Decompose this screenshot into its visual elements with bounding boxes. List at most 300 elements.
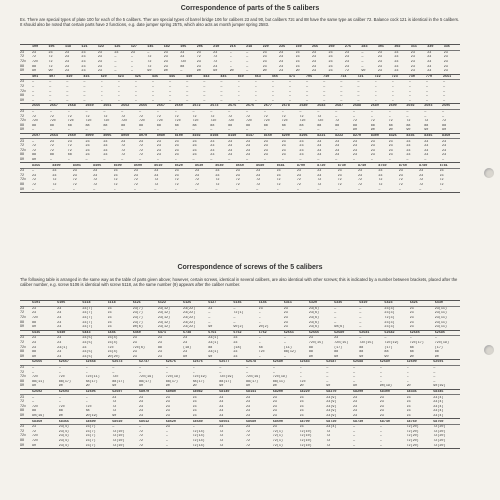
caliber-cell: 72 [219,443,224,448]
part-number: 445 [220,74,227,79]
part-number: 8160 [263,133,272,138]
caliber-cell: 72(1) [272,434,283,439]
caliber-cell: 23 [388,153,393,158]
caliber-cell: 23 [196,50,201,55]
part-number: 52578 [246,360,257,365]
caliber-cell: — [186,80,189,85]
part-number: 5101 [32,301,41,306]
caliber-cell: 23 [398,169,403,174]
caliber-cell: — [151,85,154,90]
caliber-cell: 23 [228,148,233,153]
caliber-cell: 72 [139,443,144,448]
caliber-cell: 72c [228,119,235,124]
caliber-cell: — [370,110,373,115]
part-number: 52597 [112,389,123,394]
caliber-cell: 72c [299,379,306,384]
caliber-cell: — [379,434,382,439]
caliber-cell: 72c [49,119,56,124]
caliber-cell: — [203,94,206,99]
caliber-cell: — [271,89,274,94]
caliber-cell: — [379,375,382,380]
caliber-cell: 88 [281,123,286,128]
caliber-cell: 23 [245,144,251,149]
caliber-cell: 23 [262,50,267,55]
caliber-cell: — [299,366,302,371]
caliber-label: 72c [20,316,27,321]
caliber-cell: 88(17) [58,379,71,384]
caliber-cell: — [93,187,96,192]
caliber-cell: 72 [32,55,37,60]
part-number: 52566 [32,360,43,365]
caliber-cell: 23 [156,139,161,144]
part-number: 5430 [434,301,443,306]
caliber-cell: 88 [67,123,72,128]
caliber-cell: 23 [299,413,304,418]
caliber-cell: 72 [93,182,98,187]
caliber-cell: 23(1) [208,336,219,341]
caliber-cell: 72 [276,182,281,187]
caliber-cell: (18) [183,345,192,350]
caliber-cell: 23(4) [58,443,69,448]
caliber-cell: 23 [299,153,304,158]
screws-block [20,331,460,361]
caliber-cell: 23(4) [107,341,118,346]
caliber-cell: 23 [406,409,411,414]
parts-row [20,89,460,94]
part-number: 58080 [165,389,176,394]
caliber-cell: 23 [442,144,447,149]
caliber-cell: 72c [192,119,199,124]
part-number: 8300 [370,133,379,138]
caliber-cell: — [237,94,240,99]
caliber-cell: — [374,94,377,99]
part-number: 5752 [258,330,267,335]
caliber-cell: 23 [328,60,333,65]
caliber-label: 72c [20,345,27,350]
caliber-cell: 23 [219,400,224,405]
caliber-label: 72 [20,173,25,178]
caliber-cell: — [288,94,291,99]
caliber-cell: 88 [49,123,54,128]
caliber-cell: — [334,320,337,325]
caliber-cell: 23 [64,60,70,65]
caliber-cell: 23(22) [183,311,196,316]
caliber-cell: — [425,85,428,90]
caliber-cell: — [139,366,142,371]
caliber-cell: 23(5) [82,336,93,341]
part-number: 58070 [139,389,150,394]
part-number: 58290 [353,389,364,394]
caliber-cell: 72 [112,409,117,414]
part-number: 2562 [121,104,130,109]
caliber-cell: 90 [219,384,224,389]
caliber-cell: 88 [156,123,161,128]
caliber-cell: — [112,366,115,371]
caliber-cell: 23 [427,55,432,60]
caliber-cell: 23 [427,50,432,55]
caliber-cell: 72(20) [433,434,446,439]
part-number: 5752 [233,330,242,335]
screws-block [20,301,460,331]
caliber-cell: 23 [263,148,268,153]
caliber-cell: 90 [361,69,366,74]
caliber-cell: — [151,98,154,103]
caliber-cell: 72 [281,114,286,119]
caliber-cell: 23(6) [308,325,320,330]
caliber-cell: 72 [121,144,126,149]
caliber-cell: 72 [219,429,224,434]
caliber-cell: — [406,157,409,162]
caliber-cell: — [100,80,103,85]
caliber-cell: 23 [279,50,284,55]
caliber-cell: 23 [410,55,415,60]
caliber-cell: 72 [213,55,218,60]
caliber-cell: — [103,110,106,115]
caliber-cell: 23 [296,173,301,178]
caliber-cell: 90 [165,384,170,389]
caliber-cell: 72 [352,119,357,124]
caliber-cell: 90 [213,69,218,74]
part-number: 8600 [133,163,143,168]
parts-row [20,55,460,60]
caliber-cell: 23 [183,341,188,346]
caliber-cell: — [326,366,329,371]
part-number: 8681 [276,163,285,168]
caliber-cell: 72 [228,114,233,119]
caliber-cell: 23(6) [308,311,320,316]
caliber-cell: 23 [406,400,411,405]
part-number: 58200 [272,389,283,394]
caliber-cell: — [165,443,168,448]
caliber-label: 23 [20,395,25,400]
caliber-cell: 23(11) [434,306,447,311]
caliber-cell: 72c(6) [132,345,145,350]
caliber-cell: — [388,114,391,119]
caliber-cell: 23 [281,139,286,144]
part-number: 58500 [85,419,96,424]
caliber-cell: 72 [85,114,90,119]
caliber-cell: 23(11) [434,311,447,316]
caliber-cell: — [151,89,154,94]
caliber-cell: 23 [93,173,98,178]
part-number: 2573 [210,104,219,109]
caliber-cell: 23 [246,395,251,400]
caliber-cell: 23 [154,173,159,178]
parts-row [20,169,460,174]
parts-row [20,114,460,119]
caliber-cell: 72 [154,178,159,183]
caliber-cell: — [229,60,232,65]
caliber-cell: — [220,85,223,90]
caliber-cell: 72 [156,114,161,119]
caliber-cell: — [340,80,343,85]
caliber-cell: 23 [406,413,411,418]
caliber-cell: 23 [192,404,197,409]
caliber-cell: — [442,110,445,115]
caliber-cell: 23 [130,50,135,55]
caliber-cell: — [358,187,361,192]
caliber-cell: — [192,370,195,375]
caliber-cell: 88 [424,123,429,128]
caliber-cell: 72c(11) [85,375,100,380]
caliber-cell: — [169,85,172,90]
caliber-label: 90 [20,128,25,133]
caliber-cell: 88(17) [219,379,232,384]
caliber-cell: 23 [344,50,349,55]
caliber-cell: — [165,370,168,375]
caliber-cell: 72 [326,443,331,448]
part-number: 2583 [317,104,326,109]
caliber-cell: — [406,370,409,375]
screws-row [20,350,460,355]
part-number: 2580 [299,104,308,109]
caliber-cell: 23 [317,148,322,153]
part-number: 2597 [32,133,41,138]
part-number: 8080 [156,133,165,138]
caliber-cell: — [408,98,411,103]
caliber-cell: — [406,379,409,384]
caliber-cell: 23(4) [107,350,118,355]
caliber-cell: 23 [133,173,138,178]
caliber-cell: 72 [398,178,403,183]
caliber-label: 72 [20,85,25,90]
caliber-cell: — [296,187,299,192]
caliber-cell: — [258,316,261,321]
caliber-cell: 23 [97,55,102,60]
caliber-cell: 72 [215,178,220,183]
caliber-cell: 23 [32,173,37,178]
caliber-cell: 23 [192,413,197,418]
caliber-cell: — [409,336,412,341]
caliber-cell: 72(10) [112,438,125,443]
caliber-cell: 88(17) [85,379,98,384]
caliber-cell: 23 [337,169,342,174]
part-number: 453 [254,74,261,79]
caliber-cell: — [49,94,52,99]
caliber-cell: 72 [213,60,218,65]
caliber-cell: 23 [81,60,86,65]
caliber-cell: 72c [32,60,39,65]
caliber-cell: — [49,89,52,94]
parts-row [20,69,460,74]
caliber-cell: 72(14) [192,443,205,448]
caliber-cell: — [283,341,286,346]
part-number: 5118 [107,301,116,306]
part-number: 8750 [378,163,387,168]
part-number: 5471 [157,330,166,335]
caliber-cell: 72 [398,182,403,187]
caliber-cell: — [434,336,437,341]
screws-row [20,370,460,375]
caliber-cell: 88 [210,123,215,128]
part-number: 52568 [85,360,96,365]
caliber-cell: — [233,316,236,321]
caliber-cell: 23 [228,153,233,158]
caliber-cell: 72 [424,119,429,124]
caliber-cell: 90 [272,384,277,389]
caliber-cell: 23(3) [384,320,395,325]
caliber-cell: — [374,85,377,90]
caliber-cell: 23 [311,50,317,55]
part-number: 52551 [283,330,294,335]
caliber-cell: — [186,98,189,103]
caliber-cell: — [258,320,261,325]
caliber-cell: — [85,128,88,133]
caliber-cell: 72 [32,144,37,149]
caliber-cell: — [335,157,338,162]
caliber-cell: 90 [388,128,393,133]
caliber-cell: 90 [48,69,53,74]
part-number: 8780 [419,163,428,168]
part-number: 410 [66,74,73,79]
caliber-cell: 23 [165,400,170,405]
caliber-cell: 23 [85,153,90,158]
part-number: 466 [271,74,278,79]
screws-row [20,443,460,448]
caliber-cell: 72c [263,119,270,124]
caliber-cell: 72c(19) [272,375,287,380]
caliber-cell: 23(12) [157,316,171,321]
caliber-cell: 23 [424,139,429,144]
part-number: 2588 [352,104,362,109]
screws-row [20,409,460,414]
caliber-cell: — [299,375,302,380]
caliber-cell: 72 [32,182,37,187]
caliber-cell: 72 [335,119,340,124]
caliber-label: 72 [20,429,25,434]
caliber-cell: 90 [353,384,358,389]
caliber-cell: (18) [233,345,242,350]
caliber-cell: 23 [308,336,313,341]
part-number: 8620 [174,163,183,168]
parts-row [20,60,460,65]
caliber-cell: 90 [112,384,117,389]
caliber-cell: 23(6) [308,306,320,311]
caliber-cell: — [306,80,309,85]
caliber-cell: — [32,85,35,90]
caliber-cell: 72 [48,64,53,69]
caliber-cell: 23(22) [183,316,196,321]
part-number: 58720 [326,419,337,424]
caliber-cell: — [130,60,133,65]
caliber-cell: 90 [58,413,63,418]
caliber-cell: 23 [57,311,62,316]
caliber-cell: 88(11) [272,379,285,384]
caliber-cell: 23(7) [82,311,93,316]
caliber-cell: — [326,379,329,384]
caliber-cell: 23 [388,148,393,153]
caliber-cell: — [114,60,117,65]
caliber-cell: — [220,94,223,99]
caliber-cell: 23 [409,320,414,325]
caliber-cell: 23 [113,173,118,178]
caliber-cell: 23 [299,425,304,430]
caliber-cell: — [228,128,231,133]
caliber-cell: — [391,98,394,103]
caliber-cell: — [406,375,409,380]
caliber-cell: — [85,366,88,371]
caliber-cell: 72 [52,178,57,183]
caliber-cell: 23(4) [107,336,118,341]
caliber-cell: 90(2) [233,325,244,330]
caliber-cell: — [67,128,70,133]
caliber-cell: 23 [246,404,251,409]
caliber-cell: 23 [358,169,363,174]
caliber-cell: — [100,85,103,90]
caliber-cell: — [258,336,261,341]
caliber-cell: 72 [195,182,200,187]
caliber-cell: — [353,425,356,430]
caliber-cell: 90 [352,128,357,133]
part-number: 8740 [358,163,367,168]
part-number: 8700 [296,163,306,168]
caliber-cell: 72c(19) [139,375,154,380]
caliber-cell: — [174,157,177,162]
part-number: 58082 [192,389,203,394]
caliber-cell: 23 [233,336,238,341]
caliber-cell: 72c(17) [409,341,424,346]
caliber-cell: 72c(19) [192,375,207,380]
caliber-cell: 23 [394,64,399,69]
caliber-cell: 23 [57,341,62,346]
caliber-cell: 23 [335,139,340,144]
caliber-cell: 90 [58,384,63,389]
caliber-cell: 72 [439,178,444,183]
caliber-cell: — [317,157,320,162]
caliber-cell: 23 [279,64,284,69]
part-number: 714 [340,74,347,79]
caliber-cell: 88 [58,409,63,414]
caliber-cell: 23 [246,425,251,430]
part-number: 311 [410,45,417,50]
caliber-cell: 72 [49,148,54,153]
part-number: 5125 [183,301,192,306]
caliber-cell: 23 [174,148,179,153]
caliber-cell: — [326,370,329,375]
caliber-cell: 23 [378,173,383,178]
caliber-cell: 23 [262,60,267,65]
caliber-cell: 88 [32,320,37,325]
caliber-cell: — [228,110,231,115]
part-number: 2556 [32,104,41,109]
caliber-cell: 90 [262,69,267,74]
caliber-cell: 88 [409,350,414,355]
caliber-cell: 23 [442,139,447,144]
caliber-cell: — [335,114,338,119]
caliber-cell: 90 [183,354,188,359]
caliber-cell: 72 [245,114,251,119]
caliber-cell: 23 [82,345,87,350]
caliber-cell: 23(7) [82,306,93,311]
part-number: 58220 [299,389,310,394]
caliber-cell: — [337,187,340,192]
caliber-label: 88 [20,182,25,187]
caliber-cell: — [254,80,257,85]
caliber-cell: — [246,69,249,74]
caliber-cell: 72c [32,316,39,321]
caliber-cell: 23 [281,144,286,149]
part-number: 5145 [258,301,267,306]
caliber-label: 90 [20,157,25,162]
caliber-cell: 23 [328,69,333,74]
caliber-cell: 90 [409,354,414,359]
caliber-cell: 23 [132,336,137,341]
caliber-cell: 72 [138,114,144,119]
caliber-cell: 23 [353,404,358,409]
part-number: 52596 [85,389,96,394]
caliber-label: 72c [20,60,27,65]
caliber-cell: 23 [328,55,333,60]
